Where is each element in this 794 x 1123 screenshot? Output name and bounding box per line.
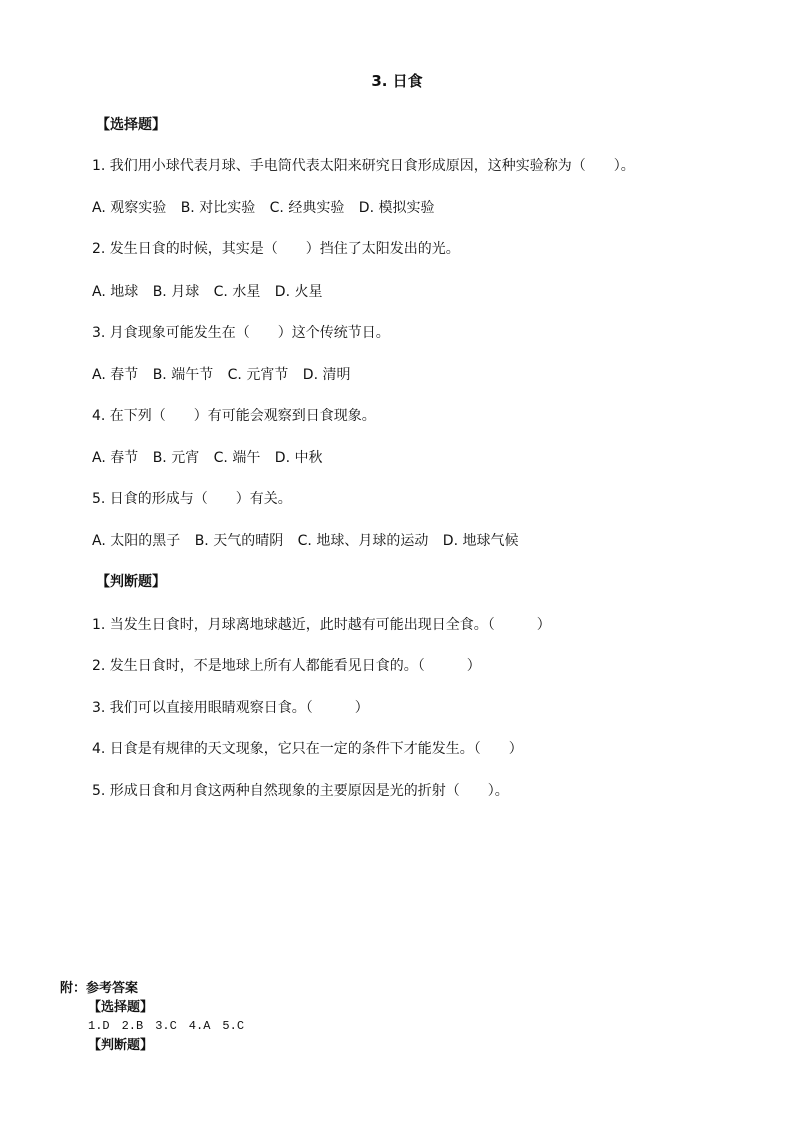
option-a: A. 观察实验 [92,200,167,216]
page-title: 3. 日食 [371,72,423,90]
option-b: B. 元宵 [152,450,200,466]
judge-question-5: 5. 形成日食和月食这两种自然现象的主要原因是光的折射（ ）。 [92,783,509,799]
option-d: D. 地球气候 [442,533,519,549]
choice-question-4: 4. 在下列（ ）有可能会观察到日食现象。 [92,408,376,424]
option-d: D. 火星 [274,284,323,300]
choice-question-5: 5. 日食的形成与（ ）有关。 [92,491,292,507]
choice-options-4 [92,447,322,467]
judge-question-1: 1. 当发生日食时，月球离地球越近，此时越有可能出现日全食。（ ） [92,617,551,633]
answer-key-choice-heading: 【选择题】 [88,1000,154,1015]
choice-question-1: 1. 我们用小球代表月球、手电筒代表太阳来研究日食形成原因，这种实验称为（ ）。 [92,158,635,174]
judge-question-3: 3. 我们可以直接用眼睛观察日食。（ ） [92,700,369,716]
answer-key-heading: 附：参考答案 [60,981,139,996]
option-b: B. 天气的晴阴 [194,533,284,549]
option-a: A. 地球 [92,284,139,300]
option-b: B. 月球 [152,284,200,300]
answer-key [60,979,244,1055]
answer-key-judge-heading: 【判断题】 [88,1038,154,1053]
option-a: A. 太阳的黑子 [92,533,181,549]
choice-options-3 [92,364,350,384]
choice-options-1 [92,197,434,217]
option-c: C. 端午 [213,450,261,466]
option-b: B. 对比实验 [180,200,256,216]
choice-options-2 [92,281,322,301]
judge-question-2: 2. 发生日食时，不是地球上所有人都能看见日食的。（ ） [92,658,481,674]
choice-section-heading: 【选择题】 [96,117,166,133]
option-d: D. 清明 [302,367,351,383]
option-c: C. 元宵节 [227,367,289,383]
choice-options-5 [92,530,518,550]
option-c: C. 水星 [213,284,261,300]
option-c: C. 经典实验 [269,200,345,216]
option-a: A. 春节 [92,450,139,466]
choice-question-2: 2. 发生日食的时候，其实是（ ）挡住了太阳发出的光。 [92,241,460,257]
judge-section-heading: 【判断题】 [96,574,166,590]
choice-question-3: 3. 月食现象可能发生在（ ）这个传统节日。 [92,325,390,341]
option-a: A. 春节 [92,367,139,383]
judge-question-4: 4. 日食是有规律的天文现象，它只在一定的条件下才能发生。（ ） [92,741,523,757]
option-d: D. 中秋 [274,450,323,466]
option-d: D. 模拟实验 [358,200,435,216]
option-b: B. 端午节 [152,367,214,383]
answer-key-choice-answers: 1.D 2.B 3.C 4.A 5.C [88,1019,245,1033]
option-c: C. 地球、月球的运动 [297,533,429,549]
